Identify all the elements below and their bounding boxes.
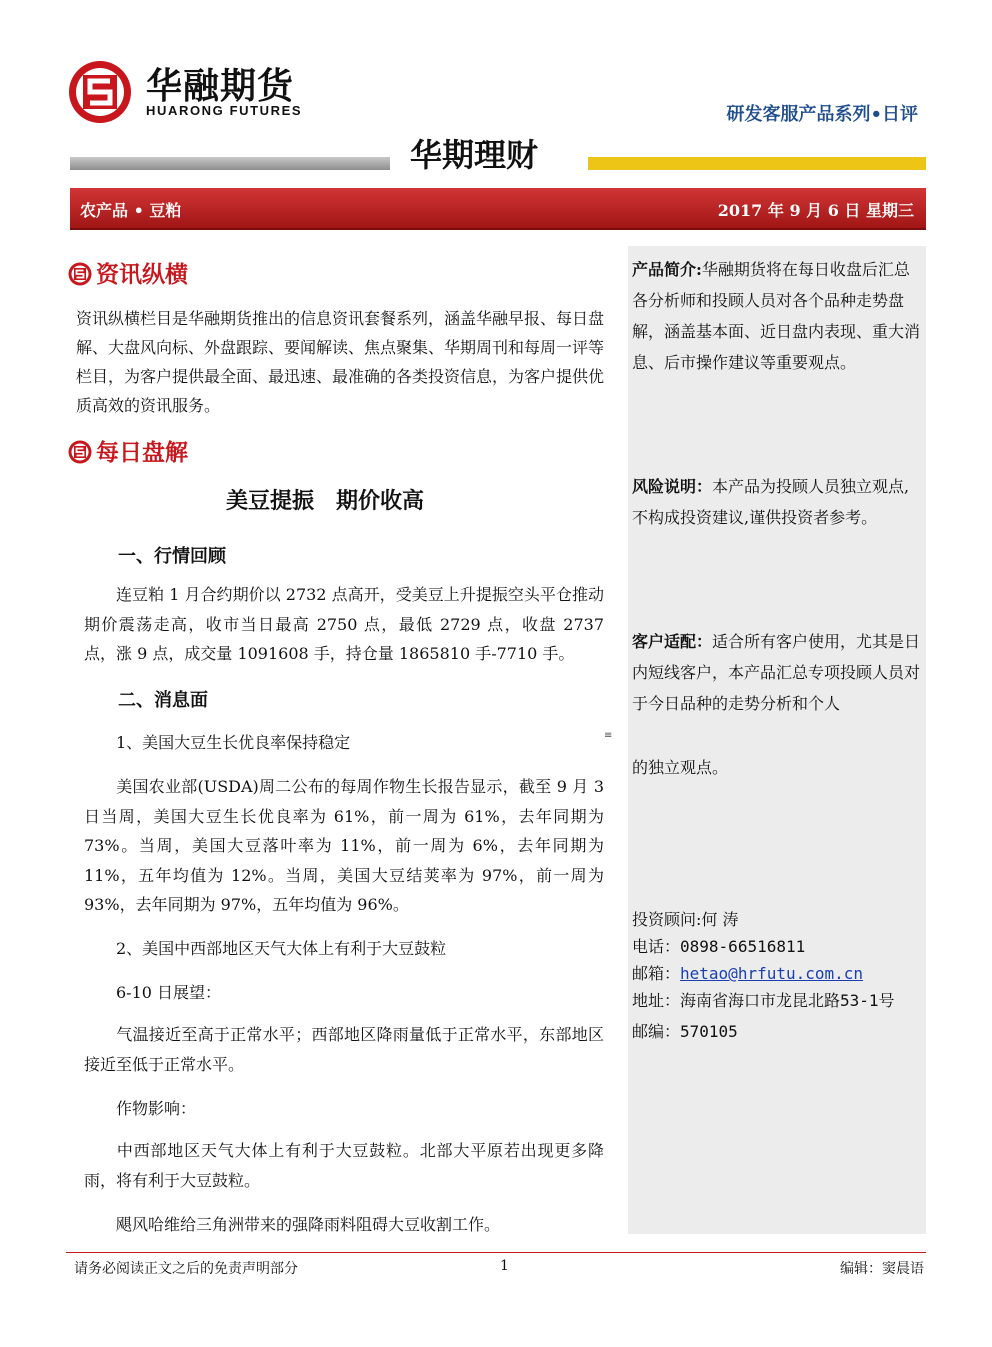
paragraph-text: 2、美国中西部地区天气大体上有利于大豆鼓粒 [116,939,447,958]
paragraph-text: 1、美国大豆生长优良率保持稳定 [116,733,351,752]
risk-label: 风险说明： [632,477,713,496]
brand-name-cn: 华融期货 [146,66,295,107]
phone-label: 电话： [632,937,681,956]
zip-line [632,1018,738,1045]
zip-label: 邮编： [632,1022,681,1041]
paragraph-text: 飓风哈维给三角洲带来的强降雨料阻碍大豆收割工作。 [116,1215,501,1234]
section-title-news: 资讯纵横 [96,262,188,288]
footer-divider [66,1252,926,1253]
header-yellow-bar [588,157,926,170]
report-date: 2017 年 9 月 6 日 星期三 [717,201,914,220]
heading-news: 二、消息面 [118,690,208,711]
email-line [632,960,863,987]
paragraph-text: 连豆粕 1 月合约期价以 2732 点高开，受美豆上升提振空头平仓推动期价震荡走高，收市当日最高 2750 点，最低 2729 点，收盘 2737 点，涨 9 点，成交量 1091608 手，持仓量 1865810 手-7710 手。 [84,585,604,663]
intro-text: 华融期货将在每日收盘后汇总各分析师和投顾人员对各个品种走势盘解，涵盖基本面、近日盘内表现、重大消息、后市操作建议等重要观点。 [632,260,921,372]
paragraph-usda-report [84,772,604,920]
client-fit [632,626,924,719]
risk-notice [632,471,924,533]
footer-disclaimer: 请务必阅读正文之后的免责声明部分 [74,1261,298,1277]
news-intro-text: 资讯纵横栏目是华融期货推出的信息资讯套餐系列，涵盖华融早报、每日盘解、大盘风向标、外盘跟踪、要闻解读、焦点聚集、华期周刊和每周一评等栏目，为客户提供最全面、最迅速、最准确的各类投资信息，为客户提供优质高效的资讯服务。 [76,309,605,415]
brand-name-en: HUARONG FUTURES [146,103,303,118]
huarong-logo-icon [68,440,92,464]
address-line [632,987,895,1014]
intro-label: 产品简介: [632,260,702,279]
product-intro [632,254,924,378]
paragraph-hurricane [84,1210,604,1240]
zip-value: 570105 [680,1022,738,1041]
paragraph-text: 中西部地区天气大体上有利于大豆鼓粒。北部大平原若出现更多降雨，将有利于大豆鼓粒。 [84,1141,604,1190]
sidebar-panel [628,246,926,1234]
paragraph-crop-impact [84,1136,604,1195]
news-item-1-title [84,728,604,758]
page-number: 1 [500,1258,509,1274]
address-value: 海南省海口市龙昆北路53-1号 [680,991,895,1010]
paragraph-text: 作物影响： [116,1099,197,1118]
huarong-logo [68,60,132,124]
phone-line [632,933,805,960]
stray-mark: ≡ [604,730,613,741]
header-gray-bar [70,157,390,170]
series-label: 研发客服产品系列•日评 [726,104,918,125]
news-item-2-title [84,934,604,964]
paragraph-text: 6-10 日展望： [116,983,222,1002]
client-text-cont: 的独立观点。 [632,758,729,777]
phone-value: 0898-66516811 [680,937,806,956]
heading-market-review: 一、行情回顾 [118,546,226,567]
advisor-line [632,906,739,933]
email-label: 邮箱： [632,964,681,983]
crop-impact-label [84,1094,604,1124]
huarong-logo-icon [68,262,92,286]
section-title-daily: 每日盘解 [96,440,188,466]
client-label: 客户适配： [632,632,713,651]
paragraph-text: 美国农业部(USDA)周二公布的每周作物生长报告显示，截至 9 月 3 日当周，美国大豆生长优良率为 61%，前一周为 61%，去年同期为 73%。当周，美国大豆落叶率为 11%，前一周为 6%，去年同期为 11%，五年均值为 12%。当周，美国大豆结荚率为 97%，前一周为 93%，去年同期为 97%，五年均值为 96%。 [84,777,604,914]
section-heading-daily [68,434,188,467]
outlook-label [84,978,604,1008]
section-heading-news [68,256,188,289]
address-label: 地址： [632,991,681,1010]
page-title: 华期理财 [410,136,539,174]
paragraph-text: 气温接近至高于正常水平；西部地区降雨量低于正常水平，东部地区接近至低于正常水平。 [84,1025,604,1074]
footer-editor: 编辑：窦晨语 [840,1261,924,1277]
client-text: 适合所有客户使用，尤其是日内短线客户，本产品汇总专项投顾人员对于今日品种的走势分析和个人 [632,632,921,713]
advisor-label: 投资顾问: [632,910,702,929]
article-title: 美豆提振 期价收高 [226,488,425,514]
risk-text: 本产品为投顾人员独立观点,不构成投资建议,谨供投资者参考。 [632,477,910,527]
category-label: 农产品 • 豆粕 [80,201,182,220]
paragraph-weather [84,1020,604,1079]
paragraph-market-review [84,580,604,669]
email-link[interactable]: hetao@hrfutu.com.cn [680,964,864,983]
advisor-name: 何 涛 [701,910,739,929]
